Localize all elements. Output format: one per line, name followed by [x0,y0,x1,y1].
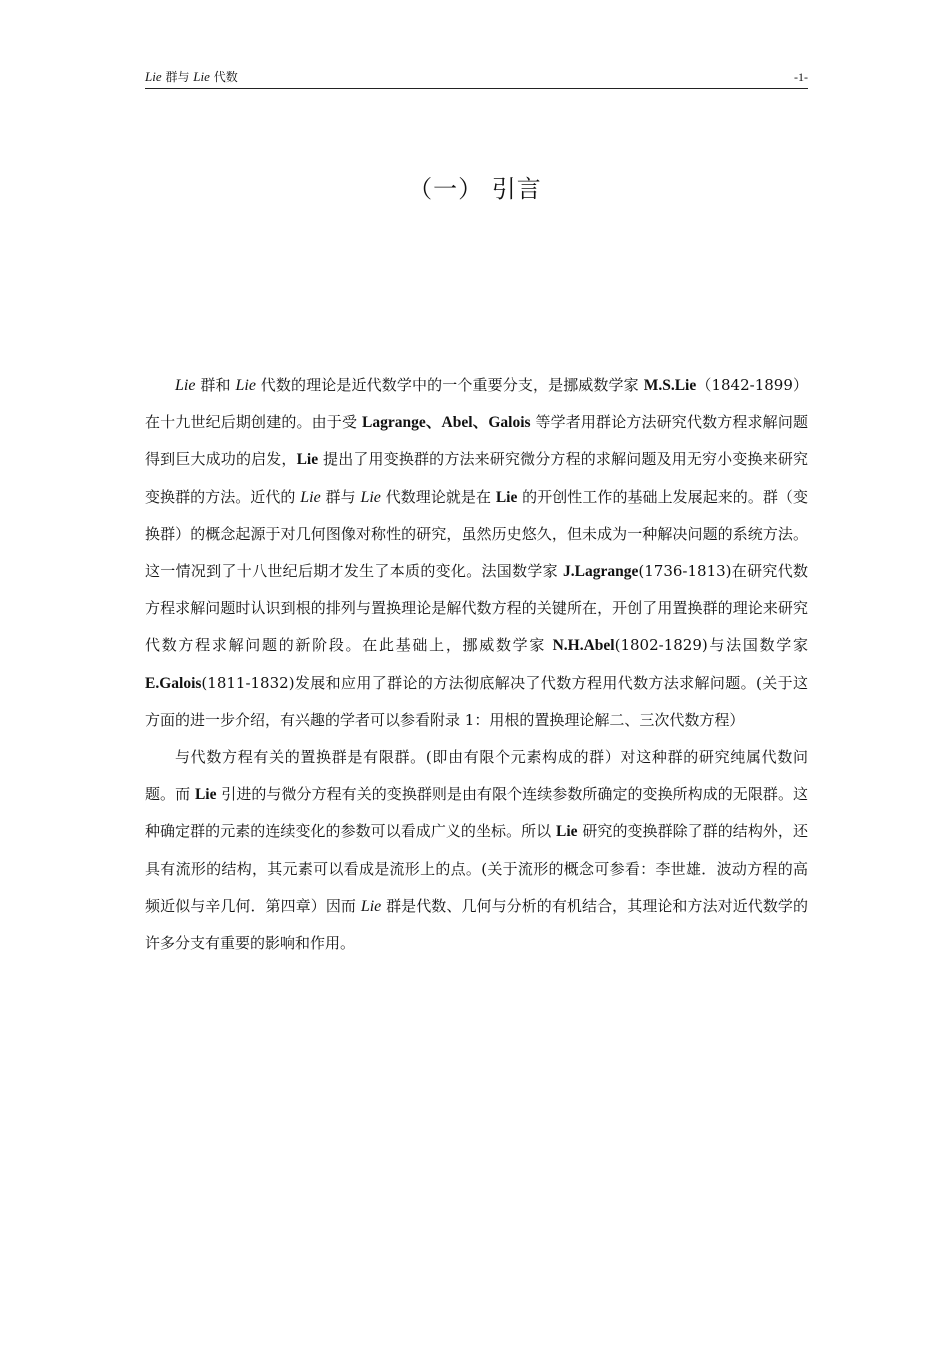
bold-name: Lie [495,488,518,506]
text-run: 研究的变换群除了群的结构外，还具有流形的结构，其元素可以看成是流形上的点。(关于流形的概念可参看：李世雄．波动方程的高频近似与辛几何．第四章）因而 [145,822,808,915]
bold-name: Lie [556,823,578,841]
text-run: 与代数方程有关的置换群是有限群。(即由有限个元素构成的群）对这种群的研究纯属代数问题。而 [145,748,808,804]
text-run: (1802-1829)与法国数学家 [614,636,808,655]
bold-name: Lie [194,786,217,804]
text-run: 群与 [320,487,361,506]
text-run: （1842-1899）在十九世纪后期创建的。由于受 [145,376,808,432]
text-run: 提出了用变换群的方法来研究微分方程的求解问题及用无穷小变换来研究变换群的方法。近代的 [145,450,808,506]
text-run: 群是代数、几何与分析的有机结合，其理论和方法对近代数学的许多分支有重要的影响和作用。 [145,896,808,953]
running-title-text-2: 代数 [209,70,238,84]
italic-term: Lie [300,488,321,506]
text-run: 等学者用群论方法研究代数方程求解问题得到巨大成功的启发， [145,413,808,469]
text-run: 群和 [195,376,236,394]
running-title-lie-2: Lie [193,69,210,84]
running-title-text-1: 群与 [161,70,194,84]
body-text [145,367,808,962]
running-title-lie-1: Lie [145,69,162,84]
bold-name: Lie [296,451,319,469]
text-run: 代数的理论是近代数学中的一个重要分支，是挪威数学家 [255,376,644,394]
text-run: (1736-1813)在研究代数方程求解问题时认识到根的排列与置换理论是解代数方程的关键所在，开创了用置换群的理论来研究代数方程求解问题的新阶段。在此基础上，挪威数学家 [145,562,808,655]
text-run: 引进的与微分方程有关的变换群则是由有限个连续参数所确定的变换所构成的无限群。这种确定群的元素的连续变化的参数可以看成广义的坐标。所以 [145,785,808,841]
italic-term: Lie [235,377,256,394]
text-run: 的开创性工作的基础上发展起来的。群（变换群）的概念起源于对几何图像对称性的研究，虽然历史悠久，但未成为一种解决问题的系统方法。这一情况到了十八世纪后期才发生了本质的变化。法国数学家 [145,487,808,581]
italic-term: Lie [175,377,196,394]
section-title: （一） 引言 [408,175,542,203]
italic-term: Lie [360,488,381,506]
italic-term: Lie [360,897,382,915]
text-run: (1811-1832)发展和应用了群论的方法彻底解决了代数方程用代数方法求解问题。(关于这方面的进一步介绍，有兴趣的学者可以参看附录 1：用根的置换理论解二、三次代数方程） [145,673,808,729]
page-header [145,68,808,89]
bold-name: Lagrange、Abel、Galois [362,414,531,432]
bold-name: N.H.Abel [552,637,615,655]
running-title [145,69,238,85]
page-number: -1- [794,70,808,84]
paragraph-2 [145,739,808,962]
text-run: 代数理论就是在 [380,487,496,506]
bold-name: J.Lagrange [563,563,639,581]
paragraph-1 [145,367,808,739]
bold-name: E.Galois [145,674,202,692]
bold-name: M.S.Lie [643,377,697,394]
